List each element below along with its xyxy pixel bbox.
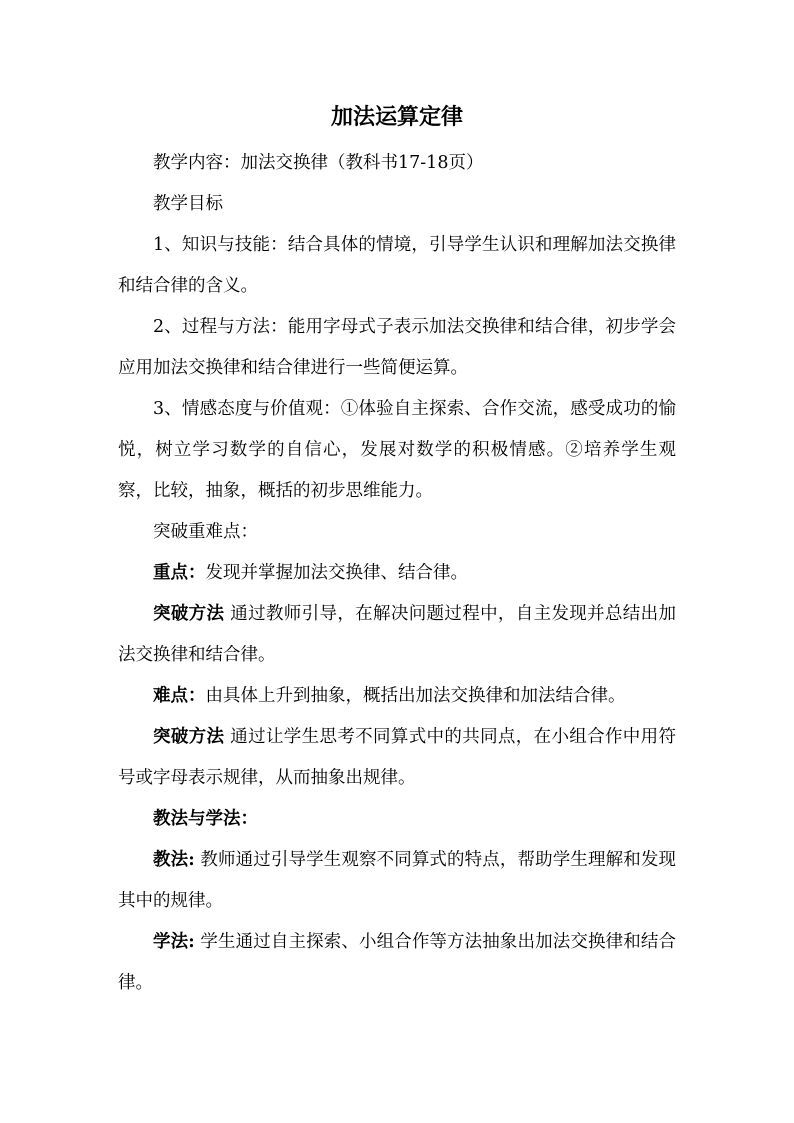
key-method-text: 通过教师引导，在解决问题过程中，自主发现并总结出加法交换律和结合律。 [118, 604, 676, 665]
objective-2: 2、过程与方法：能用字母式子表示加法交换律和结合律，初步学会应用加法交换律和结合律进行一些简便运算。 [118, 317, 676, 378]
document-body [118, 143, 676, 1004]
objective-1: 1、知识与技能：结合具体的情境，引导学生认识和理解加法交换律和结合律的含义。 [118, 235, 676, 296]
difficulty-method-label: 突破方法 [153, 727, 225, 747]
learning-method-text: 学生通过自主探索、小组合作等方法抽象出加法交换律和结合律。 [118, 932, 676, 993]
learning-method-label: 学法: [153, 932, 195, 952]
objectives-heading: 教学目标 [153, 194, 223, 214]
difficulty-label: 难点： [153, 686, 206, 706]
difficulty [118, 676, 676, 717]
difficulty-method [118, 717, 676, 799]
teaching-method-text: 教师通过引导学生观察不同算式的特点，帮助学生理解和发现其中的规律。 [118, 850, 676, 911]
document-title: 加法运算定律 [330, 104, 463, 130]
learning-method [118, 922, 676, 1004]
content-line: 教学内容：加法交换律（教科书17-18页） [153, 153, 484, 173]
key-point [118, 553, 676, 594]
difficulty-method-text: 通过让学生思考不同算式中的共同点，在小组合作中用符号或字母表示规律，从而抽象出规律。 [118, 727, 676, 788]
key-points-heading: 突破重难点： [153, 522, 258, 542]
key-method-label: 突破方法 [153, 604, 225, 624]
teaching-method-label: 教法: [153, 850, 195, 870]
methods-heading: 教法与学法： [153, 809, 258, 829]
key-point-text: 发现并掌握加法交换律、结合律。 [205, 563, 468, 583]
key-point-label: 重点： [153, 563, 206, 583]
teaching-method [118, 840, 676, 922]
objective-3: 3、情感态度与价值观：①体验自主探索、合作交流，感受成功的愉悦，树立学习数学的自信心，发展对数学的积极情感。②培养学生观察，比较，抽象，概括的初步思维能力。 [118, 399, 676, 501]
difficulty-text: 由具体上升到抽象，概括出加法交换律和加法结合律。 [205, 686, 626, 706]
key-method [118, 594, 676, 676]
